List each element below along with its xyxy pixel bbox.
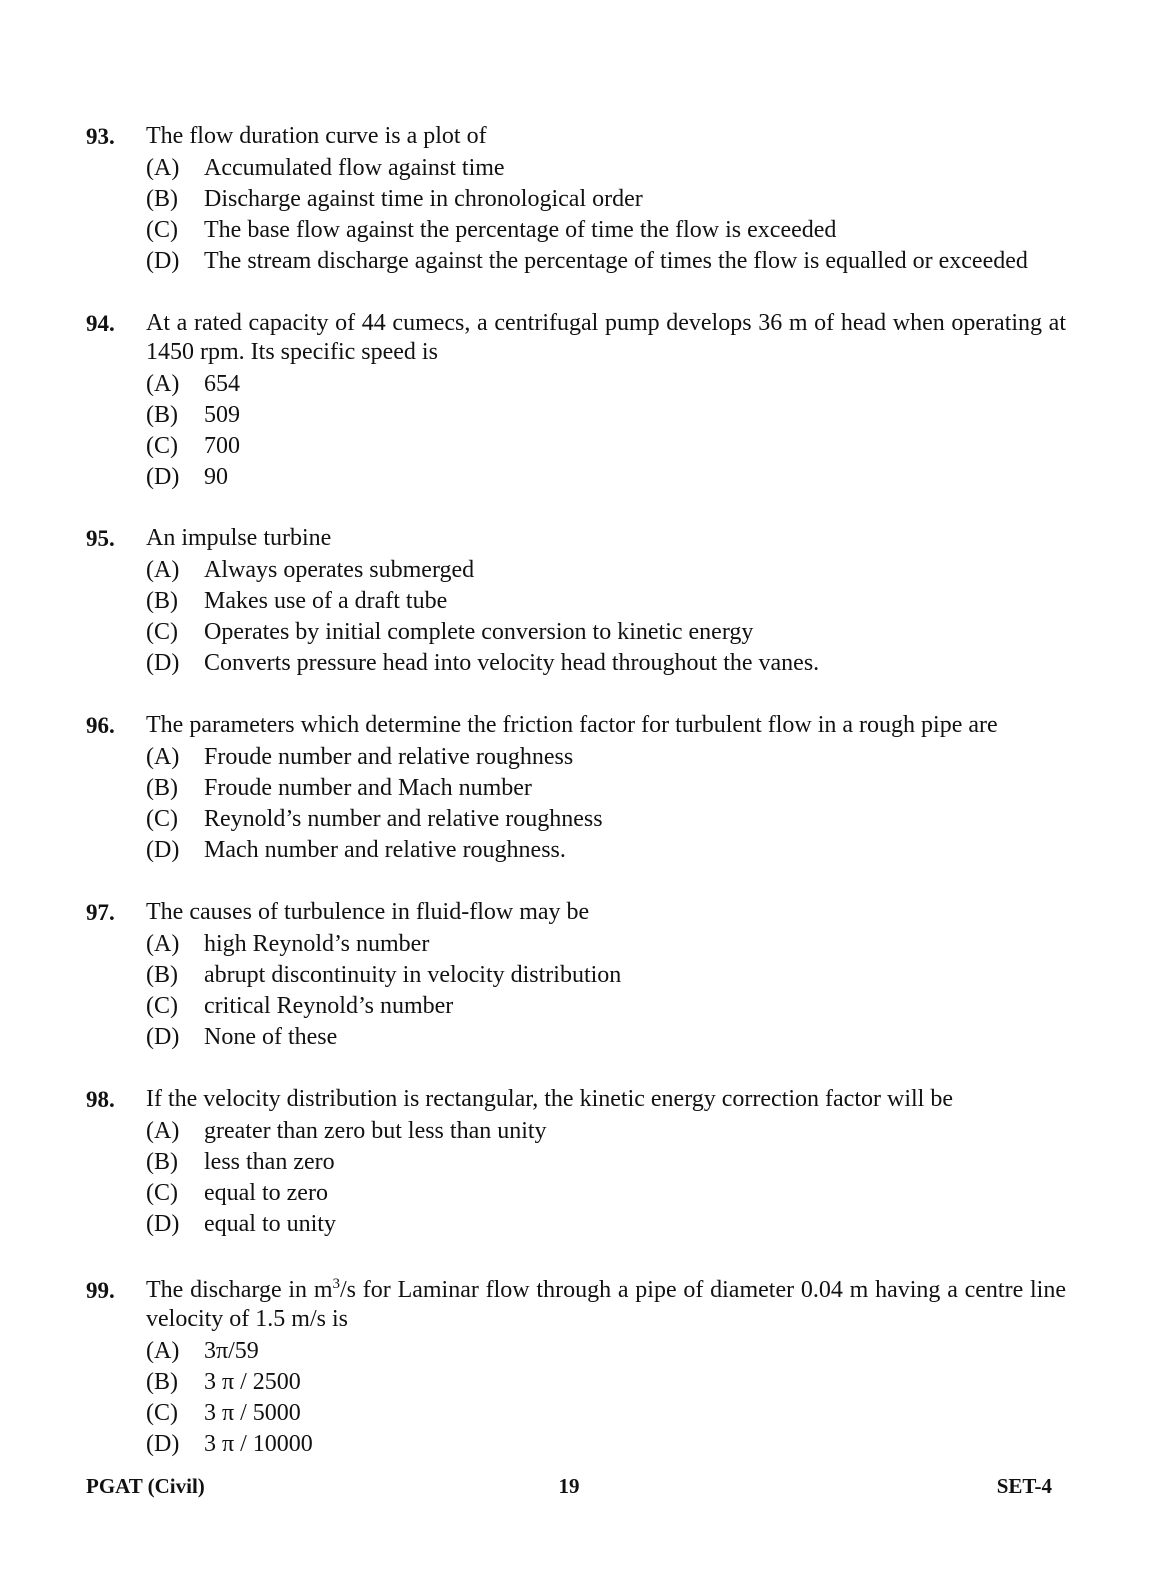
- option-letter: (D): [146, 1431, 180, 1457]
- option-c: [146, 215, 1066, 246]
- option-text: Reynold’s number and relative roughness: [204, 806, 603, 832]
- question-stem: [86, 1276, 1066, 1334]
- option-d: [146, 1209, 1066, 1240]
- option-list: [146, 742, 1066, 866]
- option-a: [146, 555, 1066, 586]
- question-93: [86, 122, 1066, 277]
- question-97: [86, 898, 1066, 1053]
- option-letter: (A): [146, 744, 180, 770]
- option-text: 3 π / 10000: [204, 1431, 313, 1457]
- option-b: [146, 1367, 1066, 1398]
- option-text: Always operates submerged: [204, 557, 475, 583]
- option-text: 654: [204, 371, 240, 397]
- question-stem: [86, 524, 1066, 553]
- option-letter: (D): [146, 248, 180, 274]
- option-letter: (A): [146, 155, 180, 181]
- option-b: [146, 960, 1066, 991]
- option-text: 3 π / 5000: [204, 1400, 301, 1426]
- question-text: At a rated capacity of 44 cumecs, a centrifugal pump develops 36 m of head when operating at 1450 rpm. Its specific speed is: [146, 310, 1066, 365]
- option-text: 509: [204, 402, 240, 428]
- option-letter: (C): [146, 217, 178, 243]
- option-text: equal to unity: [204, 1211, 336, 1237]
- question-stem: [86, 711, 1066, 740]
- option-letter: (C): [146, 1400, 178, 1426]
- question-text-part: /s for Laminar flow through a pipe of diameter 0.04 m having a centre line velocity of 1.5 m/s is: [146, 1277, 1067, 1332]
- option-text: 3 π / 2500: [204, 1369, 301, 1395]
- option-letter: (B): [146, 1369, 178, 1395]
- option-letter: (B): [146, 402, 178, 428]
- question-number: 97.: [86, 900, 115, 925]
- question-number: 95.: [86, 526, 115, 551]
- question-number: 98.: [86, 1087, 115, 1112]
- option-list: [146, 1336, 1066, 1460]
- option-c: [146, 617, 1066, 648]
- option-list: [146, 369, 1066, 493]
- option-letter: (B): [146, 775, 178, 801]
- option-text: The stream discharge against the percentage of times the flow is equalled or exceeded: [204, 248, 1028, 274]
- option-c: [146, 431, 1066, 462]
- question-stem: [86, 122, 1066, 151]
- option-b: [146, 586, 1066, 617]
- option-letter: (B): [146, 186, 178, 212]
- option-text: 90: [204, 464, 228, 490]
- option-list: [146, 555, 1066, 679]
- question-98: [86, 1085, 1066, 1240]
- option-letter: (A): [146, 371, 180, 397]
- option-text: Mach number and relative roughness.: [204, 837, 566, 863]
- option-b: [146, 400, 1066, 431]
- option-d: [146, 835, 1066, 866]
- question-number: 99.: [86, 1278, 115, 1303]
- question-number: 93.: [86, 124, 115, 149]
- option-text: equal to zero: [204, 1180, 328, 1206]
- option-a: [146, 153, 1066, 184]
- question-94: [86, 309, 1066, 493]
- footer-set-label: SET-4: [996, 1474, 1052, 1498]
- question-99: [86, 1276, 1066, 1460]
- option-b: [146, 184, 1066, 215]
- option-letter: (A): [146, 931, 180, 957]
- option-list: [146, 929, 1066, 1053]
- option-text: Operates by initial complete conversion to kinetic energy: [204, 619, 754, 645]
- option-text: Froude number and Mach number: [204, 775, 532, 801]
- question-text-part: The discharge in m: [146, 1277, 333, 1303]
- option-text: Accumulated flow against time: [204, 155, 505, 181]
- option-text: Converts pressure head into velocity head throughout the vanes.: [204, 650, 820, 676]
- question-text: The flow duration curve is a plot of: [146, 123, 487, 149]
- option-text: The base flow against the percentage of time the flow is exceeded: [204, 217, 837, 243]
- option-text: greater than zero but less than unity: [204, 1118, 547, 1144]
- question-text: The parameters which determine the friction factor for turbulent flow in a rough pipe are: [146, 712, 998, 738]
- option-a: [146, 369, 1066, 400]
- option-letter: (A): [146, 1118, 180, 1144]
- option-a: [146, 742, 1066, 773]
- option-letter: (C): [146, 806, 178, 832]
- option-text: Makes use of a draft tube: [204, 588, 448, 614]
- option-letter: (A): [146, 1338, 180, 1364]
- option-text: critical Reynold’s number: [204, 993, 454, 1019]
- option-d: [146, 648, 1066, 679]
- question-stem: [86, 898, 1066, 927]
- page-footer: [86, 1472, 1052, 1500]
- option-letter: (B): [146, 962, 178, 988]
- option-letter: (D): [146, 1024, 180, 1050]
- question-stem: [86, 309, 1066, 367]
- option-letter: (D): [146, 1211, 180, 1237]
- option-text: Discharge against time in chronological order: [204, 186, 643, 212]
- question-text: If the velocity distribution is rectangular, the kinetic energy correction factor will be: [146, 1086, 953, 1112]
- question-96: [86, 711, 1066, 866]
- option-c: [146, 804, 1066, 835]
- question-number: 96.: [86, 713, 115, 738]
- option-d: [146, 462, 1066, 493]
- question-text: The causes of turbulence in fluid-flow may be: [146, 899, 590, 925]
- option-text: 700: [204, 433, 240, 459]
- question-number: 94.: [86, 311, 115, 336]
- option-list: [146, 1116, 1066, 1240]
- option-text: Froude number and relative roughness: [204, 744, 574, 770]
- superscript: 3: [332, 1276, 341, 1292]
- question-text: An impulse turbine: [146, 525, 332, 551]
- option-text: 3π/59: [204, 1338, 259, 1364]
- option-letter: (B): [146, 1149, 178, 1175]
- footer-exam-name: PGAT (Civil): [86, 1474, 205, 1498]
- option-d: [146, 1022, 1066, 1053]
- option-list: [146, 153, 1066, 277]
- option-letter: (D): [146, 837, 180, 863]
- option-letter: (C): [146, 619, 178, 645]
- option-letter: (C): [146, 1180, 178, 1206]
- question-95: [86, 524, 1066, 679]
- option-a: [146, 1336, 1066, 1367]
- footer-page-number: 19: [558, 1474, 580, 1498]
- option-b: [146, 1147, 1066, 1178]
- option-text: None of these: [204, 1024, 338, 1050]
- option-a: [146, 929, 1066, 960]
- option-letter: (A): [146, 557, 180, 583]
- option-text: abrupt discontinuity in velocity distribution: [204, 962, 622, 988]
- option-letter: (D): [146, 650, 180, 676]
- question-text: [146, 1276, 1066, 1334]
- option-letter: (C): [146, 433, 178, 459]
- option-text: high Reynold’s number: [204, 931, 430, 957]
- option-c: [146, 1178, 1066, 1209]
- option-d: [146, 1429, 1066, 1460]
- question-stem: [86, 1085, 1066, 1114]
- option-letter: (B): [146, 588, 178, 614]
- option-c: [146, 1398, 1066, 1429]
- option-a: [146, 1116, 1066, 1147]
- option-b: [146, 773, 1066, 804]
- option-text: less than zero: [204, 1149, 335, 1175]
- option-letter: (D): [146, 464, 180, 490]
- option-c: [146, 991, 1066, 1022]
- option-d: [146, 246, 1066, 277]
- option-letter: (C): [146, 993, 178, 1019]
